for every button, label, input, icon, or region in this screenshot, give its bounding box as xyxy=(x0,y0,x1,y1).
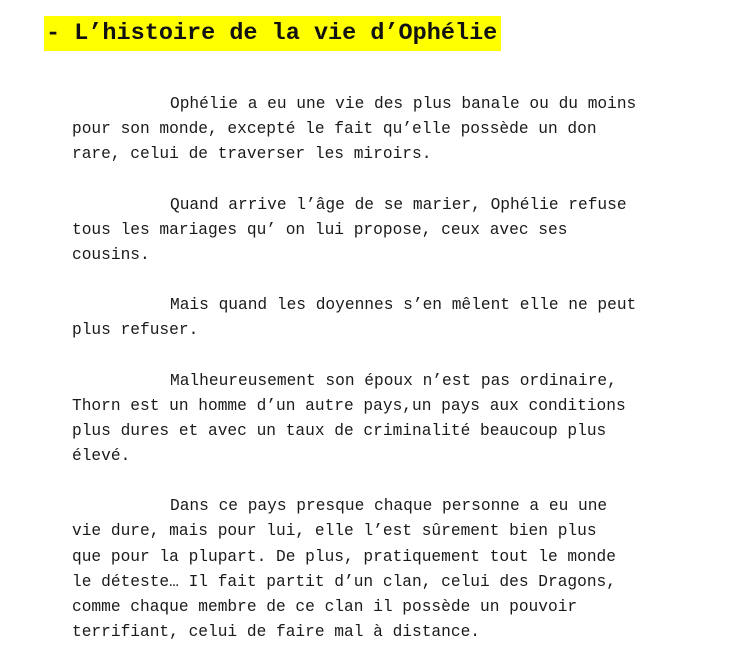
paragraph-line: comme chaque membre de ce clan il possède un pouvoir xyxy=(72,598,578,616)
paragraph-line: Ophélie a eu une vie des plus banale ou du moins xyxy=(170,95,637,113)
paragraph-line: terrifiant, celui de faire mal à distance. xyxy=(72,623,480,642)
paragraph-line: Dans ce pays presque chaque personne a eu une xyxy=(170,497,608,516)
paragraph-line: tous les mariages qu’ on lui propose, ceux avec ses xyxy=(72,220,568,239)
paragraph-line: vie dure, mais pour lui, elle l’est sûrement bien plus xyxy=(72,522,597,541)
paragraph-line: le déteste… Il fait partit d’un clan, celui des Dragons, xyxy=(72,572,616,591)
paragraph-line: élevé. xyxy=(72,447,131,466)
paragraph-line: Mais quand les doyennes s’en mêlent elle ne peut xyxy=(170,296,637,315)
paragraph-line: pour son monde, excepté le fait qu’elle possède un don xyxy=(72,120,597,139)
paragraph-3 xyxy=(72,293,722,343)
paragraph-line: rare, celui de traverser les miroirs. xyxy=(72,145,432,164)
document-body xyxy=(72,92,722,670)
paragraph-line: que pour la plupart. De plus, pratiquement tout le monde xyxy=(72,547,616,566)
section-heading: - L’histoire de la vie d’Ophélie xyxy=(44,16,501,51)
paragraph-line: Malheureusement son époux n’est pas ordinaire, xyxy=(170,371,617,390)
paragraph-line: Thorn est un homme d’un autre pays,un pays aux conditions xyxy=(72,396,626,415)
paragraph-1 xyxy=(72,92,722,168)
paragraph-line: plus refuser. xyxy=(72,321,199,340)
paragraph-line: cousins. xyxy=(72,245,150,264)
paragraph-2 xyxy=(72,193,722,269)
paragraph-line: Quand arrive l’âge de se marier, Ophélie refuse xyxy=(170,195,627,214)
paragraph-4 xyxy=(72,369,722,470)
paragraph-line: plus dures et avec un taux de criminalité beaucoup plus xyxy=(72,421,607,440)
paragraph-5 xyxy=(72,494,722,645)
